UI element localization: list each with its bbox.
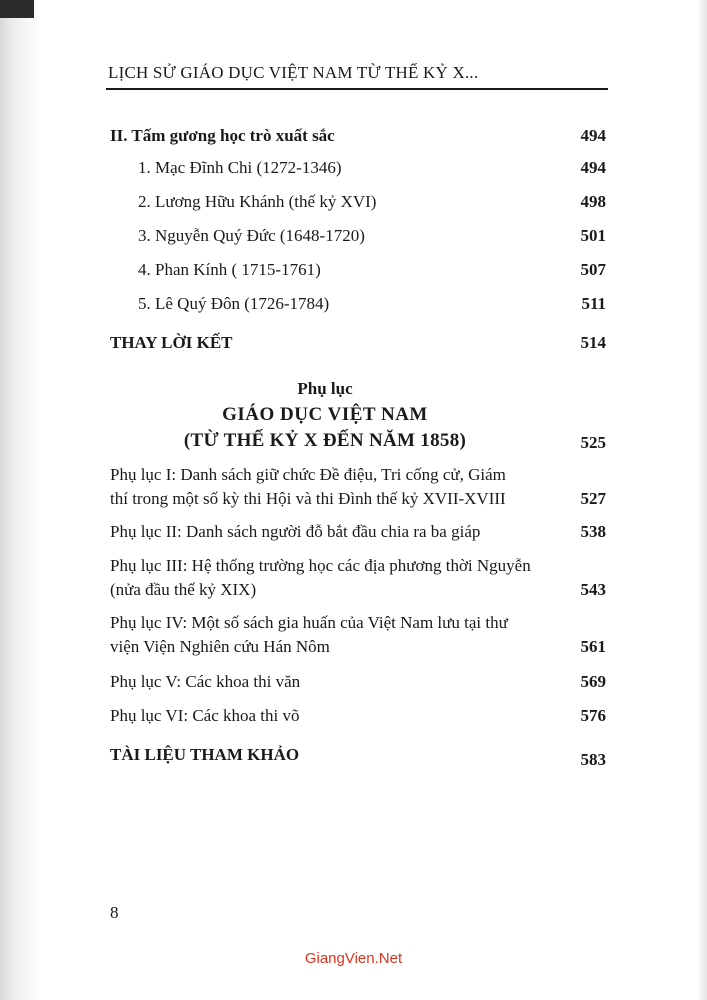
toc-entry-3-page: 501 — [580, 226, 606, 245]
page-number: 8 — [110, 903, 119, 922]
appendix-item-5-line1: Phụ lục V: Các khoa thi văn — [110, 672, 301, 691]
appendix-item-2-line1: Phụ lục II: Danh sách người đỗ bắt đầu chia ra ba giáp — [110, 522, 481, 541]
appendix-item-4-line1: Phụ lục IV: Một số sách gia huấn của Việt Nam lưu tại thư — [110, 613, 508, 632]
toc-entry-2-label: 2. Lương Hữu Khánh (thế kỷ XVI) — [138, 192, 377, 211]
toc-entry-5-page: 511 — [581, 294, 606, 313]
watermark-link[interactable]: GiangVien.Net — [304, 950, 403, 967]
running-header: LỊCH SỬ GIÁO DỤC VIỆT NAM TỪ THẾ KỶ X... — [108, 63, 479, 82]
appendix-item-1-line2: thí trong một số kỳ thi Hội và thi Đình thế kỷ XVII-XVIII — [110, 489, 506, 508]
appendix-page: 525 — [580, 433, 606, 452]
appendix-heading: Phụ lục — [297, 379, 353, 398]
appendix-item-2-page: 538 — [580, 522, 606, 541]
appendix-title-line2: (TỪ THẾ KỶ X ĐẾN NĂM 1858) — [183, 430, 467, 451]
toc-section-ii-page: 494 — [580, 126, 606, 145]
toc-section-ii-title: II. Tấm gương học trò xuất sắc — [110, 126, 335, 145]
appendix-item-3-line2: (nửa đầu thế kỷ XIX) — [110, 580, 257, 599]
toc-entry-4-page: 507 — [580, 260, 606, 279]
appendix-title-line1: GIÁO DỤC VIỆT NAM — [222, 404, 428, 425]
toc-entry-1-label: 1. Mạc Đĩnh Chi (1272-1346) — [138, 158, 342, 177]
appendix-item-1-line1: Phụ lục I: Danh sách giữ chức Đề điệu, Tri cống cử, Giám — [110, 465, 506, 484]
appendix-item-1-page: 527 — [580, 489, 606, 508]
toc-entry-2-page: 498 — [580, 192, 606, 211]
toc-references-title: TÀI LIỆU THAM KHẢO — [110, 745, 300, 764]
toc-entry-5-label: 5. Lê Quý Đôn (1726-1784) — [138, 294, 330, 313]
appendix-item-4-line2: viện Viện Nghiên cứu Hán Nôm — [110, 637, 330, 656]
toc-conclusion-title: THAY LỜI KẾT — [110, 333, 233, 352]
toc-references-page: 583 — [580, 750, 606, 769]
header-rule — [106, 88, 608, 90]
toc-conclusion-page: 514 — [580, 333, 606, 352]
appendix-item-5-page: 569 — [580, 672, 606, 691]
appendix-item-3-line1: Phụ lục III: Hệ thống trường học các địa phương thời Nguyễn — [110, 556, 531, 575]
appendix-item-3-page: 543 — [580, 580, 606, 599]
appendix-item-6-page: 576 — [580, 706, 606, 725]
toc-entry-3-label: 3. Nguyễn Quý Đức (1648-1720) — [138, 226, 365, 245]
appendix-item-4-page: 561 — [580, 637, 606, 656]
toc-entry-4-label: 4. Phan Kính ( 1715-1761) — [138, 260, 321, 279]
toc-entry-1-page: 494 — [580, 158, 606, 177]
appendix-item-6-line1: Phụ lục VI: Các khoa thi võ — [110, 706, 300, 725]
